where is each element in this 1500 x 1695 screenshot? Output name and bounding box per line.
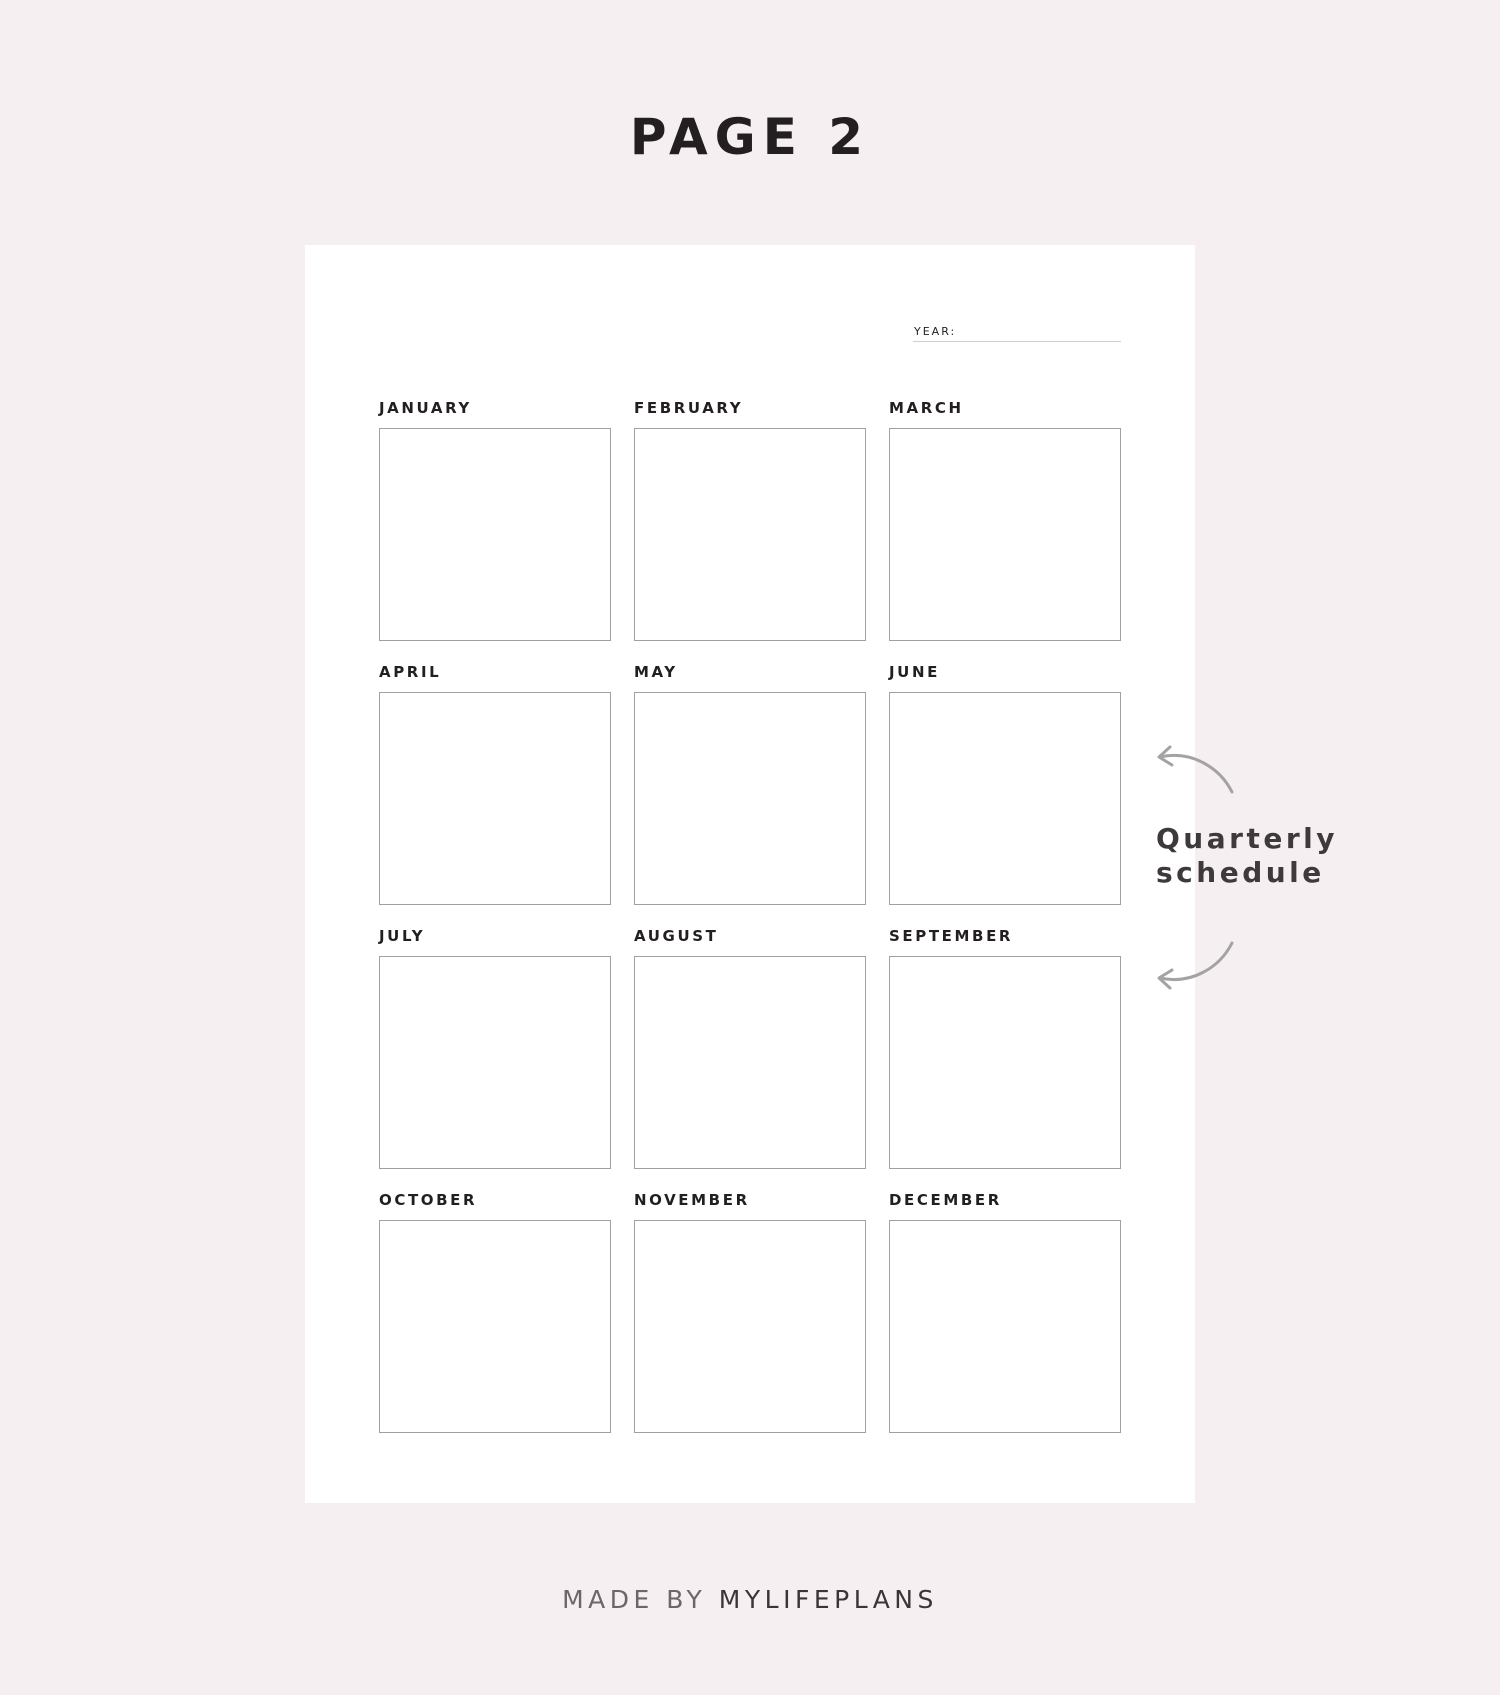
month-november: [634, 1190, 866, 1210]
month-december: [889, 1190, 1121, 1210]
month-label: SEPTEMBER: [889, 927, 1014, 945]
month-box[interactable]: [379, 1220, 611, 1433]
month-box[interactable]: [379, 956, 611, 1169]
month-july: [379, 926, 611, 946]
month-box[interactable]: [634, 692, 866, 905]
month-label: APRIL: [379, 663, 442, 681]
month-label: JULY: [379, 927, 426, 945]
month-label: JANUARY: [379, 399, 472, 417]
month-label: MARCH: [889, 399, 964, 417]
month-june: [889, 662, 1121, 682]
year-input-line[interactable]: [913, 341, 1121, 342]
month-may: [634, 662, 866, 682]
month-label: FEBRUARY: [634, 399, 744, 417]
month-february: [634, 398, 866, 418]
quarterly-schedule-note: [1156, 822, 1338, 890]
curved-arrow-up-icon: [1150, 740, 1240, 800]
footer-brand: MYLIFEPLANS: [718, 1585, 938, 1614]
month-april: [379, 662, 611, 682]
month-august: [634, 926, 866, 946]
month-label: JUNE: [889, 663, 940, 681]
month-box[interactable]: [889, 1220, 1121, 1433]
month-box[interactable]: [889, 692, 1121, 905]
month-label: OCTOBER: [379, 1191, 478, 1209]
month-box[interactable]: [889, 956, 1121, 1169]
note-line-2: schedule: [1156, 856, 1325, 889]
month-march: [889, 398, 1121, 418]
page-title: PAGE 2: [629, 108, 871, 166]
planner-sheet: [305, 245, 1195, 1503]
footer-prefix: MADE BY: [562, 1585, 707, 1614]
month-box[interactable]: [634, 956, 866, 1169]
month-box[interactable]: [379, 428, 611, 641]
month-september: [889, 926, 1121, 946]
month-box[interactable]: [889, 428, 1121, 641]
month-box[interactable]: [379, 692, 611, 905]
month-label: NOVEMBER: [634, 1191, 750, 1209]
month-january: [379, 398, 611, 418]
month-box[interactable]: [634, 428, 866, 641]
month-label: AUGUST: [634, 927, 719, 945]
month-label: DECEMBER: [889, 1191, 1002, 1209]
month-box[interactable]: [634, 1220, 866, 1433]
footer-credit: [0, 1584, 1500, 1616]
year-label: YEAR:: [914, 325, 957, 338]
note-line-1: Quarterly: [1156, 822, 1338, 855]
month-label: MAY: [634, 663, 678, 681]
month-october: [379, 1190, 611, 1210]
curved-arrow-down-icon: [1150, 935, 1240, 995]
